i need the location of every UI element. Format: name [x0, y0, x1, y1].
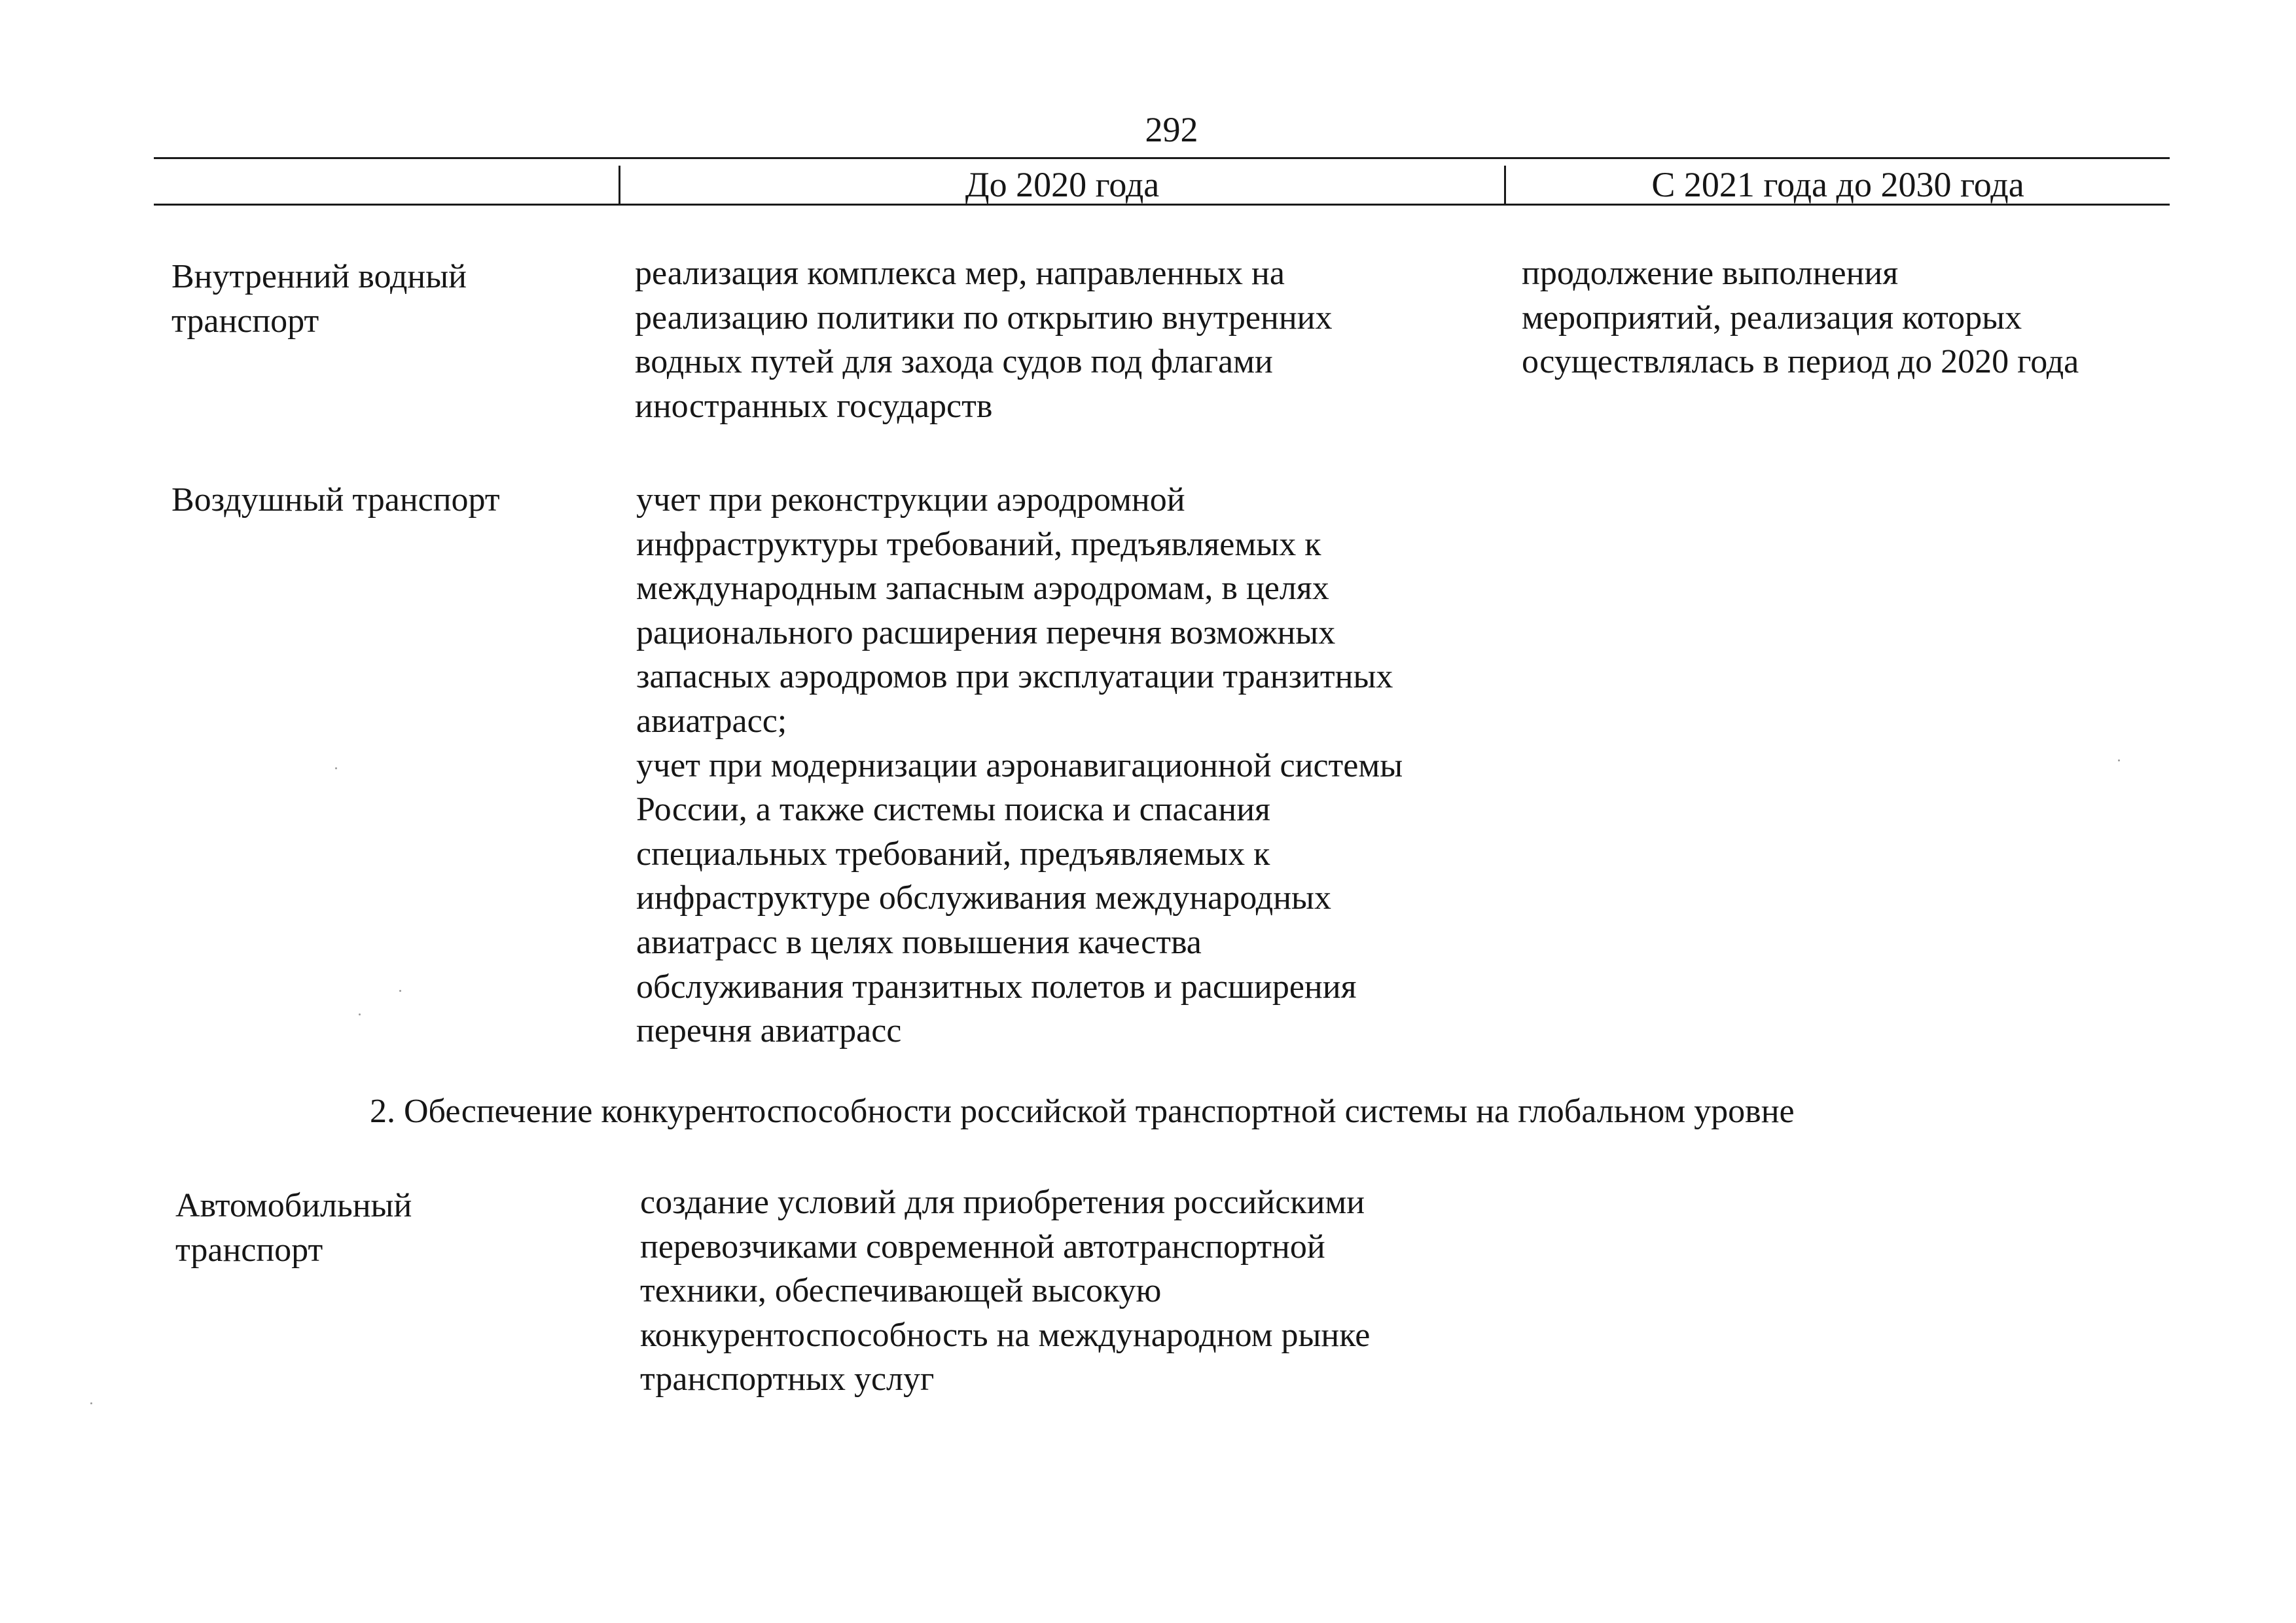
scan-speck — [90, 1402, 92, 1404]
col-header-until-2020: До 2020 года — [965, 165, 1160, 204]
row-1-2021-2030: продолжение выполнения мероприятий, реализация которых осуществлялась в период до 2020 года — [1522, 255, 2079, 381]
row-1-until-2020: реализация комплекса мер, направленных на реализацию политики по открытию внутренних водных путей для захода судов под флагами иностранных государств — [635, 255, 1333, 425]
col-header-2021-2030: С 2021 года до 2030 года — [1651, 165, 2024, 204]
page-number: 292 — [1145, 110, 1198, 149]
scan-speck — [2118, 759, 2120, 761]
row-2-until-2020: учет при реконструкции аэродромной инфраструктуры требований, предъявляемых к международным запасным аэродромам, в целях рационального расширения перечня возможных запасных аэродромов при эксплуатации транзитных авиатрасс; учет при модернизации аэронавигационной системы России, а также системы поиска и спасания специальных требований, предъявляемых к инфраструктуре обслуживания международных авиатрасс в целях повышения качества обслуживания транзитных полетов и расширения перечня авиатрасс — [636, 481, 1403, 1050]
row-2-category: Воздушный транспорт — [171, 481, 500, 519]
section-row-1-category: Автомобильный транспорт — [175, 1187, 412, 1269]
scan-speck — [335, 767, 337, 769]
scan-speck — [399, 990, 401, 992]
section-row-1-until-2020: создание условий для приобретения российскими перевозчиками современной автотранспортной техники, обеспечивающей высокую конкурентоспособность на международном рынке транспортных услуг — [640, 1184, 1371, 1398]
header-top-rule — [154, 157, 2170, 159]
section-heading: 2. Обеспечение конкурентоспособности российской транспортной системы на глобальном уровне — [370, 1093, 1795, 1130]
scan-speck — [359, 1013, 361, 1015]
row-1-category: Внутренний водный транспорт — [171, 258, 467, 340]
